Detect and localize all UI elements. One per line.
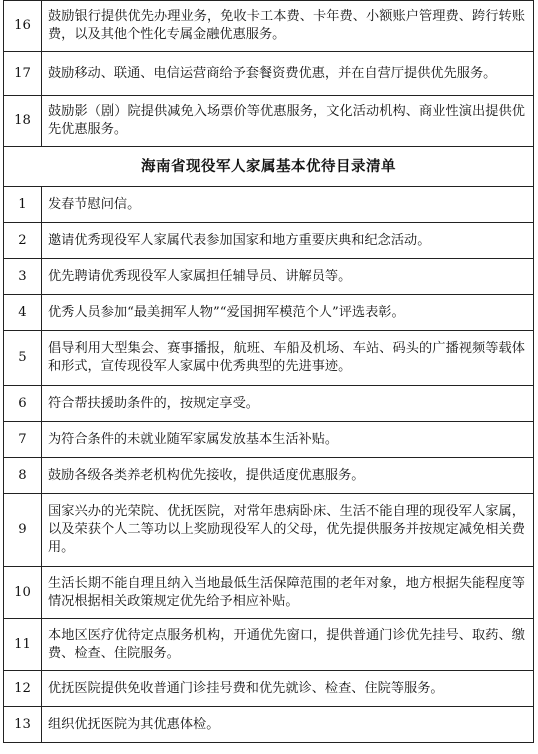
row-number: 7 <box>4 422 42 458</box>
row-number: 5 <box>4 331 42 386</box>
row-number: 2 <box>4 223 42 259</box>
row-text: 生活长期不能自理且纳入当地最低生活保障范围的老年对象，地方根据失能程度等情况根据相关政策规定优先给予相应补贴。 <box>42 567 534 619</box>
table-row <box>4 223 534 259</box>
row-text: 倡导利用大型集会、赛事播报，航班、车船及机场、车站、码头的广播视频等载体和形式，宣传现役军人家属中优秀典型的先进事迹。 <box>42 331 534 386</box>
row-number: 18 <box>4 96 42 147</box>
row-number: 4 <box>4 295 42 331</box>
table-row <box>4 187 534 223</box>
section-title: 海南省现役军人家属基本优待目录清单 <box>4 147 534 187</box>
table-row <box>4 295 534 331</box>
table-row <box>4 52 534 96</box>
table-row <box>4 671 534 707</box>
table-row <box>4 707 534 743</box>
row-text: 鼓励各级各类养老机构优先接收，提供适度优惠服务。 <box>42 458 534 494</box>
table-row <box>4 619 534 671</box>
row-number: 17 <box>4 52 42 96</box>
row-text: 为符合条件的未就业随军家属发放基本生活补贴。 <box>42 422 534 458</box>
row-text: 优抚医院提供免收普通门诊挂号费和优先就诊、检查、住院等服务。 <box>42 671 534 707</box>
row-text: 鼓励移动、联通、电信运营商给予套餐资费优惠，并在自营厅提供优先服务。 <box>42 52 534 96</box>
row-text: 组织优抚医院为其优惠体检。 <box>42 707 534 743</box>
row-text: 鼓励银行提供优先办理业务，免收卡工本费、卡年费、小额账户管理费、跨行转账费，以及其他个性化专属金融优惠服务。 <box>42 1 534 52</box>
row-number: 12 <box>4 671 42 707</box>
table-row <box>4 386 534 422</box>
row-text: 符合帮扶援助条件的，按规定享受。 <box>42 386 534 422</box>
row-number: 6 <box>4 386 42 422</box>
table-row <box>4 494 534 567</box>
row-text: 本地区医疗优待定点服务机构，开通优先窗口，提供普通门诊优先挂号、取药、缴费、检查、住院服务。 <box>42 619 534 671</box>
table-row <box>4 1 534 52</box>
row-text: 邀请优秀现役军人家属代表参加国家和地方重要庆典和纪念活动。 <box>42 223 534 259</box>
table-row <box>4 458 534 494</box>
row-number: 8 <box>4 458 42 494</box>
row-number: 11 <box>4 619 42 671</box>
row-text: 发春节慰问信。 <box>42 187 534 223</box>
row-number: 13 <box>4 707 42 743</box>
table-row <box>4 422 534 458</box>
row-text: 优秀人员参加“最美拥军人物”“爱国拥军模范个人”评选表彰。 <box>42 295 534 331</box>
table-row <box>4 331 534 386</box>
row-text: 优先聘请优秀现役军人家属担任辅导员、讲解员等。 <box>42 259 534 295</box>
row-number: 9 <box>4 494 42 567</box>
benefits-table <box>3 0 534 743</box>
table-row <box>4 96 534 147</box>
section-heading-row <box>4 147 534 187</box>
table-row <box>4 259 534 295</box>
row-number: 3 <box>4 259 42 295</box>
row-text: 国家兴办的光荣院、优抚医院，对常年患病卧床、生活不能自理的现役军人家属，以及荣获个人二等功以上奖励现役军人的父母，优先提供服务并按规定减免相关费用。 <box>42 494 534 567</box>
table-row <box>4 567 534 619</box>
row-number: 16 <box>4 1 42 52</box>
row-number: 10 <box>4 567 42 619</box>
row-text: 鼓励影（剧）院提供减免入场票价等优惠服务，文化活动机构、商业性演出提供优先优惠服务。 <box>42 96 534 147</box>
row-number: 1 <box>4 187 42 223</box>
